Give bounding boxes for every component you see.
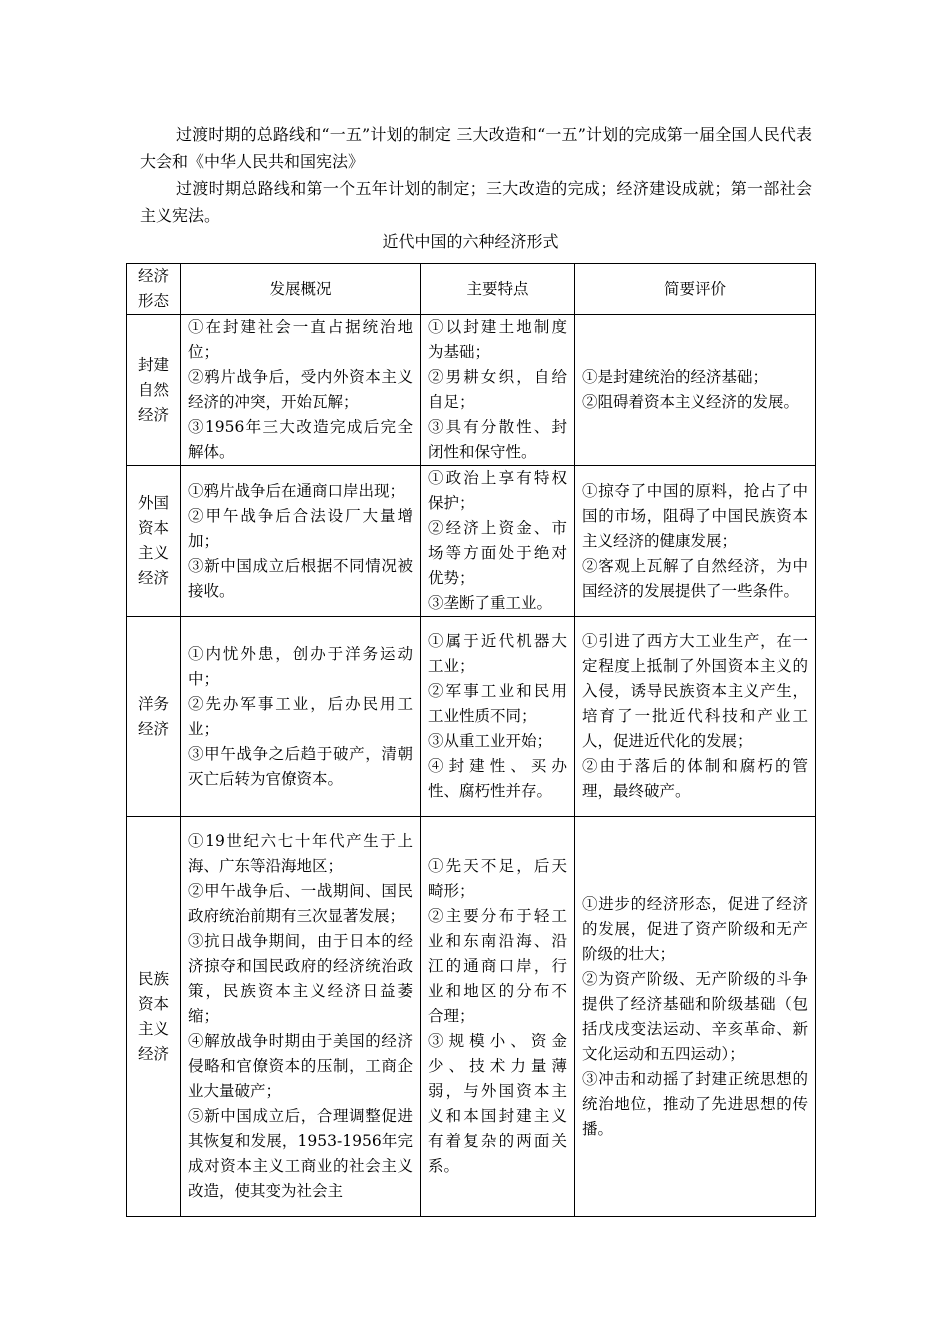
cell-item: ①19世纪六七十年代产生于上海、广东等沿海地区； <box>188 832 413 875</box>
row-name: 民族资本主义经济 <box>127 817 181 1217</box>
cell-item: ②男耕女织，自给自足； <box>428 368 567 411</box>
cell-item: ①内忧外患，创办于洋务运动中； <box>188 644 413 688</box>
header-cell: 发展概况 <box>181 264 421 315</box>
development-cell <box>181 315 421 466</box>
cell-item: ①掠夺了中国的原料，抢占了中国的市场，阻碍了中国民族资本主义经济的健康发展； <box>582 481 808 550</box>
cell-item: ①引进了西方大工业生产，在一定程度上抵制了外国资本主义的入侵，诱导民族资本主义产生，培育了一批近代科技和产业工人，促进近代化的发展； <box>582 632 808 750</box>
cell-item: ④解放战争时期由于美国的经济侵略和官僚资本的压制，工商企业大量破产； <box>188 1032 413 1100</box>
cell-item: ②甲午战争后、一战期间、国民政府统治前期有三次显著发展； <box>188 882 413 925</box>
cell-item: ③具有分散性、封闭性和保守性。 <box>428 418 567 461</box>
cell-item: ②鸦片战争后，受内外资本主义经济的冲突，开始瓦解； <box>188 368 413 411</box>
cell-item: ③甲午战争之后趋于破产，清朝灭亡后转为官僚资本。 <box>188 744 413 788</box>
cell-item: ②先办军事工业，后办民用工业； <box>188 694 413 738</box>
intro-paragraph-2: 过渡时期总路线和第一个五年计划的制定；三大改造的完成；经济建设成就；第一部社会主义宪法。 <box>140 179 812 225</box>
cell-item: ②由于落后的体制和腐朽的管理，最终破产。 <box>582 757 808 800</box>
evaluation-cell <box>575 466 816 617</box>
cell-item: ①先天不足，后天畸形； <box>428 857 567 900</box>
row-name: 封建自然经济 <box>127 315 181 466</box>
features-cell <box>421 466 575 617</box>
cell-item: ②主要分布于轻工业和东南沿海、沿江的通商口岸，行业和地区的分布不合理； <box>428 907 567 1025</box>
cell-item: ①进步的经济形态，促进了经济的发展，促进了资产阶级和无产阶级的壮大； <box>582 894 808 963</box>
cell-item: ③从重工业开始； <box>428 732 553 750</box>
row-name: 洋务经济 <box>127 617 181 817</box>
evaluation-cell <box>575 817 816 1217</box>
cell-item: ①在封建社会一直占据统治地位； <box>188 318 413 361</box>
cell-item: ①是封建统治的经济基础； <box>582 368 769 386</box>
economy-forms-table <box>126 263 816 1217</box>
cell-item: ④封建性、买办性、腐朽性并存。 <box>428 757 567 800</box>
cell-item: ②甲午战争后合法设厂大量增加； <box>188 506 413 550</box>
cell-item: ②经济上资金、市场等方面处于绝对优势； <box>428 519 567 587</box>
evaluation-cell <box>575 617 816 817</box>
cell-item: ③规模小、资金少、技术力量薄弱，与外国资本主义和本国封建主义有着复杂的两面关系。 <box>428 1032 567 1175</box>
evaluation-cell <box>575 315 816 466</box>
features-cell <box>421 817 575 1217</box>
table-header-row <box>127 264 816 315</box>
header-cell: 主要特点 <box>421 264 575 315</box>
features-cell <box>421 315 575 466</box>
development-cell <box>181 617 421 817</box>
features-cell <box>421 617 575 817</box>
cell-item: ③新中国成立后根据不同情况被接收。 <box>188 556 413 600</box>
cell-item: ③抗日战争期间，由于日本的经济掠夺和国民政府的经济统治政策，民族资本主义经济日益萎缩； <box>188 932 413 1025</box>
header-cell: 简要评价 <box>575 264 816 315</box>
table-row <box>127 617 816 817</box>
development-cell <box>181 817 421 1217</box>
table-row <box>127 817 816 1217</box>
cell-item: ②阻碍着资本主义经济的发展。 <box>582 393 800 411</box>
table-caption: 近代中国的六种经济形式 <box>382 232 559 251</box>
header-cell: 经济形态 <box>127 264 181 315</box>
cell-item: ②军事工业和民用工业性质不同； <box>428 682 567 725</box>
development-cell <box>181 466 421 617</box>
row-name: 外国资本主义经济 <box>127 466 181 617</box>
cell-item: ③1956年三大改造完成后完全解体。 <box>188 418 413 461</box>
cell-item: ①属于近代机器大工业； <box>428 632 567 675</box>
cell-item: ③冲击和动摇了封建正统思想的统治地位，推动了先进思想的传播。 <box>582 1069 808 1138</box>
cell-item: ③垄断了重工业。 <box>428 594 553 612</box>
cell-item: ①政治上享有特权保护； <box>428 469 567 512</box>
cell-item: ①以封建土地制度为基础； <box>428 318 567 361</box>
table-row <box>127 466 816 617</box>
cell-item: ①鸦片战争后在通商口岸出现； <box>188 481 406 500</box>
intro-paragraph-1: 过渡时期的总路线和“一五”计划的制定 三大改造和“一五”计划的完成第一届全国人民代表大会和《中华人民共和国宪法》 <box>140 125 812 171</box>
cell-item: ⑤新中国成立后，合理调整促进其恢复和发展，1953-1956年完成对资本主义工商业的社会主义改造，使其变为社会主 <box>188 1107 413 1200</box>
table-row <box>127 315 816 466</box>
cell-item: ②为资产阶级、无产阶级的斗争提供了经济基础和阶级基础（包括戊戌变法运动、辛亥革命、新文化运动和五四运动）； <box>582 969 808 1063</box>
cell-item: ②客观上瓦解了自然经济，为中国经济的发展提供了一些条件。 <box>582 556 808 600</box>
